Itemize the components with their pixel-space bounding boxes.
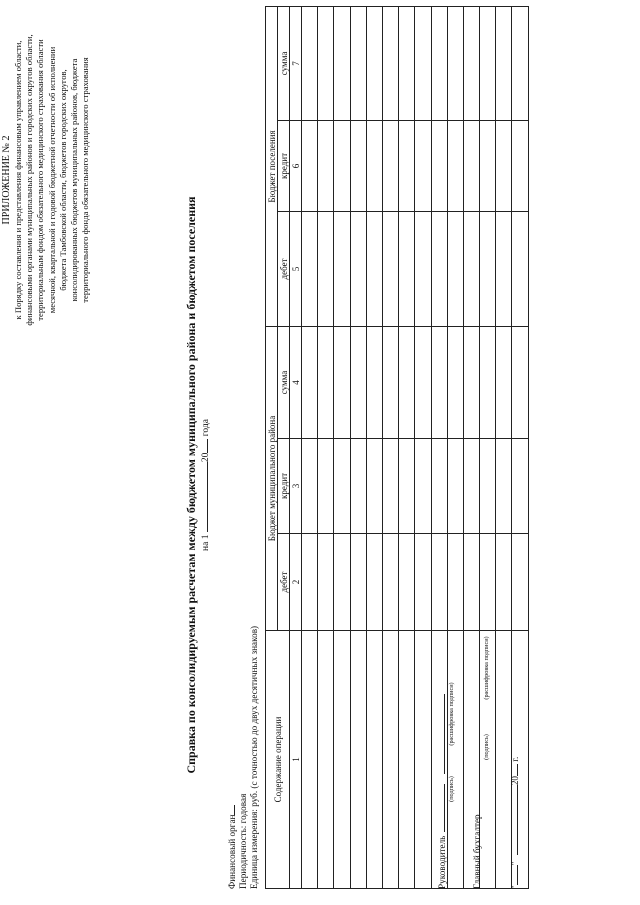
table-cell	[366, 326, 382, 438]
accountant-signature-blank	[470, 752, 480, 812]
table-cell	[318, 120, 334, 211]
unit-label: Единица измерения: руб. (с точностью до двух десятичных знаков)	[249, 625, 259, 889]
header-credit: кредит	[278, 120, 290, 211]
table-row	[447, 6, 463, 888]
appendix-line: территориального фонда обязательного медицинского страхования	[80, 57, 91, 303]
financial-body-label: Финансовый орган	[227, 814, 237, 889]
table-cell	[415, 439, 431, 534]
appendix-line: территориальным фондом обязательного медицинского страхования области	[35, 39, 46, 321]
table-row	[366, 6, 382, 888]
table-cell	[447, 120, 463, 211]
table-cell	[512, 326, 528, 438]
table-cell	[480, 120, 496, 211]
date-quote-open: "	[510, 885, 520, 889]
appendix-line: финансовыми органами муниципальных районов и городских округов области,	[24, 34, 35, 326]
table-cell	[480, 6, 496, 120]
table-cell	[302, 120, 318, 211]
chief-accountant-label: Главный бухгалтер	[472, 814, 482, 889]
table-cell	[399, 326, 415, 438]
table-cell	[302, 534, 318, 631]
accountant-signature-line	[470, 662, 483, 889]
appendix-block	[0, 0, 91, 360]
table-cell	[431, 534, 447, 631]
head-signature-line	[435, 694, 448, 889]
column-number: 6	[290, 120, 302, 211]
signing-year: 20	[510, 775, 520, 786]
year-suffix: г.	[510, 756, 520, 762]
head-decoding-blank	[435, 694, 445, 774]
table-cell	[318, 211, 334, 326]
table-cell	[463, 439, 479, 534]
table-cell	[512, 120, 528, 211]
table-cell	[350, 120, 366, 211]
table-cell	[480, 326, 496, 438]
table-cell	[382, 534, 398, 631]
decoding-caption: (расшифровка подписи)	[448, 682, 455, 746]
table-cell	[334, 439, 350, 534]
table-cell	[415, 326, 431, 438]
accountant-decoding-blank	[470, 662, 480, 742]
table-cell	[415, 120, 431, 211]
table-cell	[302, 6, 318, 120]
decoding-caption: (расшифровка подписи)	[483, 636, 490, 700]
column-number: 2	[290, 534, 302, 631]
signing-year-blank	[508, 764, 518, 776]
signing-date	[508, 757, 521, 889]
table-cell	[318, 326, 334, 438]
table-row	[415, 6, 431, 888]
appendix-heading: ПРИЛОЖЕНИЕ № 2	[1, 135, 12, 225]
table-cell	[512, 6, 528, 120]
header-credit: кредит	[278, 439, 290, 534]
table-cell	[350, 326, 366, 438]
table-cell	[496, 6, 512, 120]
table-cell	[334, 534, 350, 631]
table-cell	[366, 211, 382, 326]
table-cell	[302, 631, 318, 889]
column-number: 5	[290, 211, 302, 326]
header-operation: Содержание операции	[266, 631, 290, 889]
table-cell	[463, 534, 479, 631]
header-debit: дебет	[278, 534, 290, 631]
date-suffix: года	[201, 419, 211, 437]
date-prefix: на 1	[201, 534, 211, 551]
table-cell	[463, 120, 479, 211]
signature-caption: (подпись)	[448, 776, 455, 802]
form-title: Справка по консолидируемым расчетам между бюджетом муниципального района и бюджетом поселения	[184, 196, 198, 774]
table-cell	[496, 211, 512, 326]
table-cell	[480, 439, 496, 534]
signature-caption: (подпись)	[483, 734, 490, 760]
table-cell	[463, 326, 479, 438]
head-label: Руководитель	[437, 835, 447, 889]
column-number: 4	[290, 326, 302, 438]
header-debit: дебет	[278, 211, 290, 326]
table-cell	[366, 534, 382, 631]
table-cell	[334, 631, 350, 889]
column-number: 3	[290, 439, 302, 534]
header-settlement-budget: Бюджет поселения	[266, 6, 278, 326]
table-cell	[366, 120, 382, 211]
table-cell	[415, 211, 431, 326]
table-row	[382, 6, 398, 888]
head-signature-blank	[435, 784, 445, 832]
date-blank	[198, 462, 208, 532]
table-cell	[399, 534, 415, 631]
table-row	[399, 6, 415, 888]
table-cell	[350, 534, 366, 631]
table-cell	[366, 631, 382, 889]
table-cell	[318, 534, 334, 631]
table-cell	[496, 326, 512, 438]
table-cell	[463, 6, 479, 120]
table-cell	[302, 211, 318, 326]
table-row	[334, 6, 350, 888]
table-cell	[512, 534, 528, 631]
table-cell	[447, 534, 463, 631]
table-cell	[496, 120, 512, 211]
table-cell	[318, 439, 334, 534]
table-cell	[447, 439, 463, 534]
table-cell	[350, 211, 366, 326]
table-cell	[366, 6, 382, 120]
month-blank	[508, 785, 518, 855]
periodicity-label: Периодичность: годовая	[238, 793, 248, 889]
report-date	[198, 185, 212, 785]
table-cell	[382, 6, 398, 120]
table-cell	[382, 326, 398, 438]
table-cell	[334, 211, 350, 326]
table-cell	[350, 631, 366, 889]
table-cell	[431, 211, 447, 326]
table-cell	[318, 631, 334, 889]
date-year: 20	[201, 452, 211, 463]
table-cell	[399, 120, 415, 211]
table-body	[302, 6, 529, 888]
table-cell	[415, 534, 431, 631]
table-cell	[382, 439, 398, 534]
table-cell	[382, 631, 398, 889]
table-cell	[431, 6, 447, 120]
table-row	[350, 6, 366, 888]
appendix-line: месячной, квартальной и годовой бюджетной отчетности об исполнении	[46, 46, 57, 314]
table-cell	[399, 439, 415, 534]
table-cell	[463, 211, 479, 326]
table-cell	[302, 326, 318, 438]
table-cell	[399, 211, 415, 326]
table-row	[302, 6, 318, 888]
table-cell	[415, 6, 431, 120]
table-cell	[480, 534, 496, 631]
column-number: 7	[290, 6, 302, 120]
appendix-line: консолидированных бюджетов муниципальных районов, бюджета	[69, 58, 80, 302]
table-cell	[496, 439, 512, 534]
table-row	[318, 6, 334, 888]
table-cell	[350, 439, 366, 534]
column-number: 1	[290, 631, 302, 889]
table-cell	[431, 120, 447, 211]
table-cell	[415, 631, 431, 889]
financial-body-blank	[225, 805, 235, 815]
year-blank	[198, 439, 208, 453]
table-cell	[431, 439, 447, 534]
table-cell	[512, 439, 528, 534]
table-cell	[447, 211, 463, 326]
appendix-line: к Порядку составления и представления финансовым управлением области,	[13, 40, 23, 320]
table-cell	[334, 120, 350, 211]
table-cell	[447, 326, 463, 438]
table-cell	[382, 120, 398, 211]
table-cell	[350, 6, 366, 120]
table-cell	[512, 211, 528, 326]
day-blank	[508, 865, 518, 885]
header-sum: сумма	[278, 6, 290, 120]
table-cell	[399, 631, 415, 889]
table-cell	[334, 6, 350, 120]
table-cell	[399, 6, 415, 120]
table-cell	[366, 439, 382, 534]
table-cell	[447, 6, 463, 120]
date-quote-close: "	[510, 861, 520, 866]
table-cell	[382, 211, 398, 326]
table-cell	[302, 439, 318, 534]
table-cell	[447, 631, 463, 889]
appendix-line: бюджета Тамбовской области, бюджетов городских округов,	[57, 69, 68, 291]
header-municipal-budget: Бюджет муниципального района	[266, 326, 278, 630]
table-cell	[334, 326, 350, 438]
table-cell	[431, 326, 447, 438]
header-sum: сумма	[278, 326, 290, 438]
table-cell	[480, 211, 496, 326]
table-cell	[496, 534, 512, 631]
table-cell	[318, 6, 334, 120]
